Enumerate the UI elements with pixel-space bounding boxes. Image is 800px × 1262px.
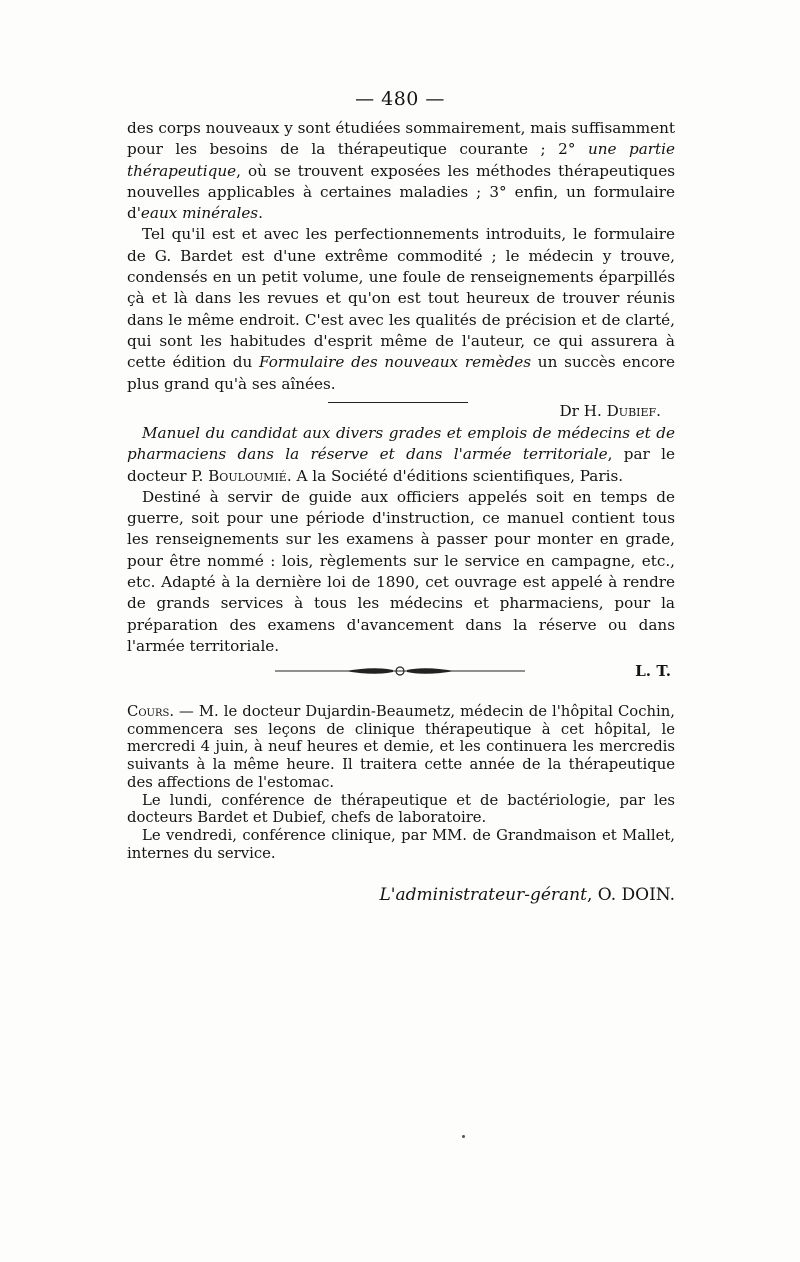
review-manuel-candidat <box>127 423 675 683</box>
cours-announcement <box>127 703 675 862</box>
review-formulaire-paragraph-1: des corps nouveaux y sont étudiées sommairement, mais suffisamment pour les besoins de la thérapeutique courante ; 2° une partie thérapeutique, où se trouvent exposées les méthodes thérapeutiques nouvelles applicables à certaines maladies ; 3° enfin, un formulaire d'eaux minérales. <box>127 119 675 223</box>
publisher-signature: L'administrateur-gérant, O. DOIN. <box>379 885 675 905</box>
cours-paragraph-3: Le vendredi, conférence clinique, par MM. de Grandmaison et Mallet, internes du service. <box>127 826 675 862</box>
italic-phrase: une partie thérapeutique <box>127 140 675 180</box>
review-manuel-body: Destiné à servir de guide aux officiers appelés soit en temps de guerre, soit pour une période d'instruction, ce manuel contient tous les renseignements sur les examens à passer pour monter en grade, pour être nommé : lois, règlements sur le service en campagne, etc., etc. Adapté à la dernière loi de 1890, cet ouvrage est appelé à rendre de grands services à tous les médecins et pharmaciens, pour la préparation des examens d'avancement dans la réserve ou dans l'armée territoriale. <box>127 487 675 655</box>
author-name: Bouloumié <box>208 466 287 485</box>
review-formulaire <box>127 118 675 422</box>
review-signature-lt: L. T. <box>635 662 671 681</box>
gerant-name: O. DOIN. <box>597 885 675 905</box>
cours-heading: Cours. <box>127 703 175 720</box>
gerant-role: L'administrateur-gérant <box>379 885 587 905</box>
book-title: Manuel du candidat aux divers grades et emplois de médecins et de pharmaciens dans la réserve et dans l'armée territoriale <box>127 424 675 464</box>
section-divider-rule <box>328 402 468 403</box>
italic-phrase: eaux minérales <box>140 204 259 223</box>
review-formulaire-paragraph-2: Tel qu'il est et avec les perfectionnements introduits, le formulaire de G. Bardet est d'une extrême commodité ; le médecin y trouve, condensés en un petit volume, une foule de renseignements éparpillés çà et là dans les revues et qu'on est tout heureux de trouver réunis dans le même endroit. C'est avec les qualités de précision et de clarté, qui sont les habitudes d'esprit même de l'auteur, ce qui assurera à cette édition du Formulaire des nouveaux remèdes un succès encore plus grand qu'à ses aînées. <box>127 225 675 393</box>
review-signature-dubief: Dr H. Dubief. <box>559 401 661 420</box>
review-manuel-heading: Manuel du candidat aux divers grades et emplois de médecins et de pharmaciens dans la réserve et dans l'armée territoriale, par le docteur P. Bouloumié. A la Société d'éditions scientifiques, Paris. <box>127 424 675 485</box>
book-title: Formulaire des nouveaux remèdes <box>259 353 532 372</box>
page-number: — 480 — <box>355 88 445 110</box>
ink-speck <box>462 1135 465 1138</box>
cours-paragraph-1: Cours. — M. le docteur Dujardin-Beaumetz, médecin de l'hôpital Cochin, commencera ses leçons de clinique thérapeutique à cet hôpital, le mercredi 4 juin, à neuf heures et demie, et les continuera les mercredis suivants à la même heure. Il traitera cette année de la thérapeutique des affections de l'estomac. <box>127 703 675 791</box>
ornamental-divider <box>275 664 525 678</box>
cours-paragraph-2: Le lundi, conférence de thérapeutique et de bactériologie, par les docteurs Bardet et Dubief, chefs de laboratoire. <box>127 791 675 827</box>
